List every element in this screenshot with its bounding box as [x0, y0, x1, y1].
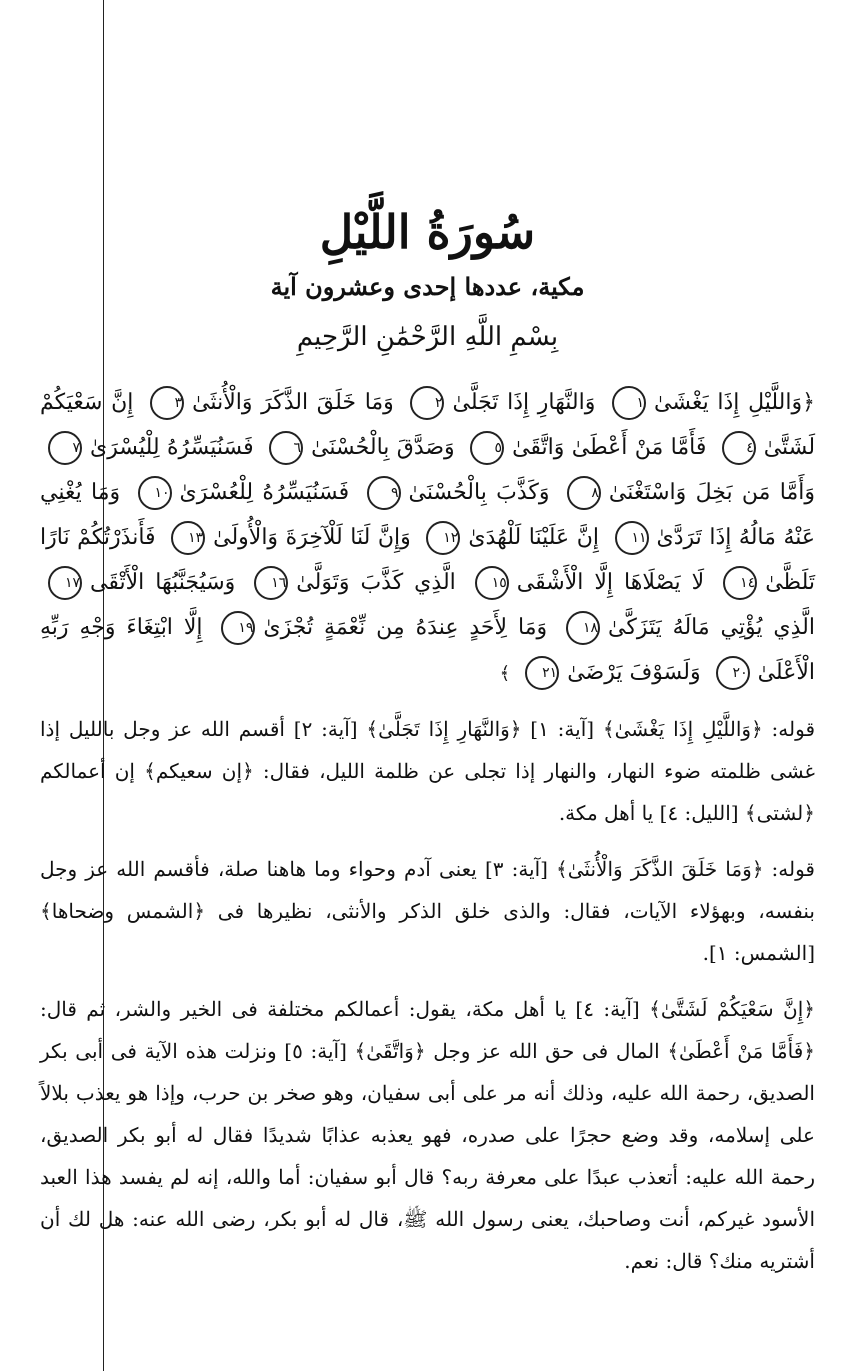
verse-number-medallion: ١٣ — [171, 521, 205, 555]
verse-text: فَأَمَّا مَنْ أَعْطَىٰ وَاتَّقَىٰ — [512, 435, 707, 460]
verse-text: وَمَا خَلَقَ الذَّكَرَ وَالْأُنثَىٰ — [192, 390, 394, 415]
commentary-paragraph: ﴿إِنَّ سَعْيَكُمْ لَشَتَّىٰ﴾ [آية: ٤] يا أهل مكة، يقول: أعمالكم مختلفة فى الخير والشر، ثم قال: ﴿فَأَمَّا مَنْ أَعْطَىٰ﴾ المال فى حق الله عز وجل ﴿وَاتَّقَىٰ﴾ [آية: ٥] ونزلت هذه الآية فى أبى بكر الصديق، رحمة الله عليه، وذلك أنه مر على أبى سفيان، وهو صخر بن حرب، وإذا هو يعذب بلالاً على إسلامه، وقد وضع حجرًا على صدره، فهو يعذبه عذابًا شديدًا فقال له أبو بكر الصديق، رحمة الله عليه: أتعذب عبدًا على معرفة ربه؟ قال أبو سفيان: أما والله، إنه لم يفسد هذا العبد الأسود غيركم، أنت وصاحبك، يعنى رسول الله ﷺ، قال له أبو بكر، رضى الله عنه: هل لك أن أشتريه منك؟ قال: نعم. — [40, 997, 816, 1273]
verse-text: ﴿وَاللَّيْلِ إِذَا يَغْشَىٰ — [654, 390, 815, 415]
verse-number-medallion: ١٤ — [723, 566, 757, 600]
verse-number-medallion: ١٨ — [566, 611, 600, 645]
verse-number-medallion: ٤ — [722, 431, 756, 465]
verse-text: وَإِنَّ لَنَا لَلْآخِرَةَ وَالْأُولَىٰ — [213, 525, 411, 550]
verse-number-medallion: ١١ — [615, 521, 649, 555]
verse-text: فَأَنذَرْتُكُمْ نَارًا تَلَظَّىٰ — [40, 525, 816, 595]
verse-number-medallion: ٨ — [567, 476, 601, 510]
verse-text: وَصَدَّقَ بِالْحُسْنَىٰ — [311, 435, 455, 460]
verse-text: الَّذِي كَذَّبَ وَتَوَلَّىٰ — [296, 570, 456, 595]
verse-number-medallion: ١٠ — [138, 476, 172, 510]
basmala: بِسْمِ اللَّهِ الرَّحْمَٰنِ الرَّحِيمِ — [296, 322, 559, 352]
verse-number-medallion: ١٢ — [426, 521, 460, 555]
surah-subtitle: مكية، عددها إحدى وعشرون آية — [270, 272, 585, 301]
verse-number-medallion: ١ — [612, 386, 646, 420]
verse-text: وَمَا يُغْنِي عَنْهُ مَالُهُ إِذَا تَرَدَّىٰ — [40, 480, 816, 550]
verse-text: وَلَسَوْفَ يَرْضَىٰ — [567, 660, 701, 685]
verse-text: الَّذِي يُؤْتِي مَالَهُ يَتَزَكَّىٰ — [608, 615, 816, 640]
verse-text: إِنَّ سَعْيَكُمْ لَشَتَّىٰ — [40, 390, 816, 460]
verse-number-medallion: ٦ — [269, 431, 303, 465]
verse-text: إِلَّا ابْتِغَاءَ وَجْهِ رَبِّهِ الْأَعْلَىٰ — [40, 615, 815, 685]
verse-number-medallion: ٧ — [48, 431, 82, 465]
verse-number-medallion: ١٩ — [221, 611, 255, 645]
verse-number-medallion: ٢٠ — [716, 656, 750, 690]
verse-number-medallion: ٩ — [367, 476, 401, 510]
verse-end-bracket: ﴾ — [499, 663, 511, 684]
verse-text: إِنَّ عَلَيْنَا لَلْهُدَىٰ — [468, 525, 599, 550]
verse-number-medallion: ٢١ — [525, 656, 559, 690]
verse-text: فَسَنُيَسِّرُهُ لِلْعُسْرَىٰ — [179, 480, 350, 505]
verse-number-medallion: ١٦ — [254, 566, 288, 600]
verse-text: وَمَا لِأَحَدٍ عِندَهُ مِن نِّعْمَةٍ تُجْزَىٰ — [263, 615, 548, 640]
surah-title: سُورَةُ اللَّيْلِ — [319, 205, 536, 259]
verse-number-medallion: ٣ — [150, 386, 184, 420]
verse-number-medallion: ٥ — [470, 431, 504, 465]
verse-text: وَأَمَّا مَن بَخِلَ وَاسْتَغْنَىٰ — [608, 480, 816, 505]
verse-text: فَسَنُيَسِّرُهُ لِلْيُسْرَىٰ — [90, 435, 254, 460]
commentary-paragraph: قوله: ﴿وَاللَّيْلِ إِذَا يَغْشَىٰ﴾ [آية: ١] ﴿وَالنَّهَارِ إِذَا تَجَلَّىٰ﴾ [آية: ٢] أقسم الله عز وجل بالليل إذا غشى ظلمته ضوء النهار، والنهار إذا تجلى عن ظلمة الليل، فقال: ﴿إن سعيكم﴾ إن أعمالكم ﴿لشتى﴾ [الليل: ٤] يا أهل مكة. — [40, 717, 816, 825]
commentary-block — [40, 708, 815, 1296]
verse-text: وَكَذَّبَ بِالْحُسْنَىٰ — [408, 480, 550, 505]
verse-text: لَا يَصْلَاهَا إِلَّا الْأَشْقَى — [516, 570, 705, 595]
verse-text: وَسَيُجَنَّبُهَا الْأَتْقَى — [90, 570, 236, 595]
verse-number-medallion: ١٧ — [48, 566, 82, 600]
verse-text: وَالنَّهَارِ إِذَا تَجَلَّىٰ — [452, 390, 596, 415]
verses-block — [40, 380, 815, 696]
verse-number-medallion: ١٥ — [475, 566, 509, 600]
commentary-paragraph: قوله: ﴿وَمَا خَلَقَ الذَّكَرَ وَالْأُنثَىٰ﴾ [آية: ٣] يعنى آدم وحواء وما هاهنا صلة، فأقسم الله عز وجل بنفسه، وبهؤلاء الآيات، فقال: والذى خلق الذكر والأنثى، نظيرها فى ﴿الشمس وضحاها﴾ [الشمس: ١]. — [40, 857, 815, 965]
verse-number-medallion: ٢ — [410, 386, 444, 420]
